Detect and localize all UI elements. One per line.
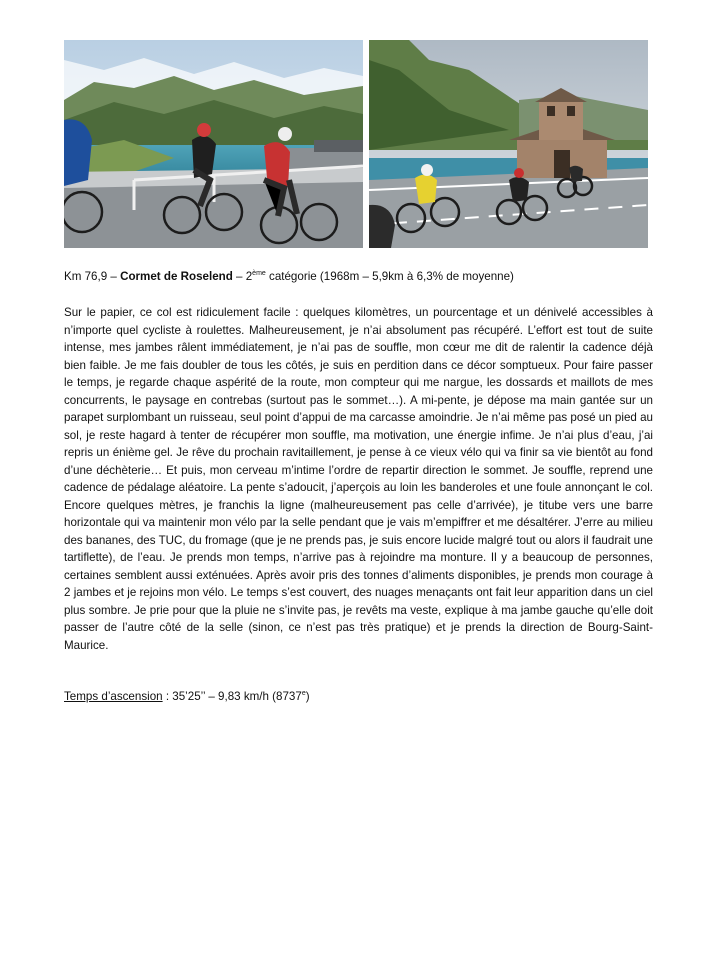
photo-cyclists-chapel xyxy=(369,40,648,248)
col-name: Cormet de Roselend xyxy=(120,270,233,283)
ascent-label: Temps d’ascension xyxy=(64,690,163,703)
section-heading: Km 76,9 – Cormet de Roselend – 2ème catégorie (1968m – 5,9km à 6,3% de moyenne) xyxy=(64,270,514,283)
photo-cyclists-lake xyxy=(64,40,363,248)
ascent-time: Temps d’ascension : 35’25’’ – 9,83 km/h (8737e) xyxy=(64,690,310,703)
body-paragraph: Sur le papier, ce col est ridiculement facile : quelques kilomètres, un pourcentage et un dénivelé accessibles à n’importe quel cycliste à roulettes. Malheureusement, je n’ai absolument pas récupéré. L’effort est tout de suite intense, mes jambes râlent immédiatement, je n’ai pas de souffle, mon cœur me dit de ralentir la cadence déjà bien faible. Je me fais doubler de tous les côtés, je suis en perdition dans ce décor somptueux. Pour faire passer le temps, je regarde chaque aspérité de la route, mon compteur qui me nargue, les dossards et maillots de mes concurrents, le paysage en contrebas (surtout pas le sommet…). A mi-pente, je dépose ma main gantée sur un parapet surplombant un ruisseau, seul point d’appui de ma carcasse amoindrie. Je n’ai même pas posé un pied au sol, je reste hagard à tenter de récupérer mon souffle, ma motivation, une énergie infime. Je n’ai plus d’eau, j’ai repris un énième gel. Je rêve du prochain ravitaillement, je pense à ce vieux vélo qui va finir sa vie bientôt au fond d’une déchèterie… Et puis, mon cerveau m’intime l’ordre de repartir direction le sommet. Je souffle, reprend une cadence de pédalage aléatoire. La pente s’adoucit, j’aperçois au loin les banderoles et une foule annonçant le col. Encore quelques mètres, je franchis la ligne (malheureusement pas celle d’arrivée), je titube vers une barre horizontale qui va maintenir mon vélo par la selle pendant que je vais m’empiffrer et me désaltérer. J’erre au milieu des bananes, des TUC, du fromage (que je ne prends pas, je suis encore lucide malgré tout ou alors il faudrait une tartiflette), de l’eau. Je prends mon temps, n’arrive pas à rejoindre ma monture. Il y a beaucoup de personnes, certaines semblent aussi exténuées. Après avoir pris des tonnes d’aliments disponibles, je prends mon courage à 2 jambes et je rejoins mon vélo. Le temps s’est couvert, des nuages menaçants ont fait leur apparition dans un ciel plus sombre. Je prie pour que la pluie ne s’invite pas, je revêts ma veste, explique à ma jambe gauche qu’elle doit passer de l’autre côté de la selle (sinon, ce n’est pas très pratique) et je prends la direction de Bourg-Saint-Maurice. xyxy=(64,306,653,652)
